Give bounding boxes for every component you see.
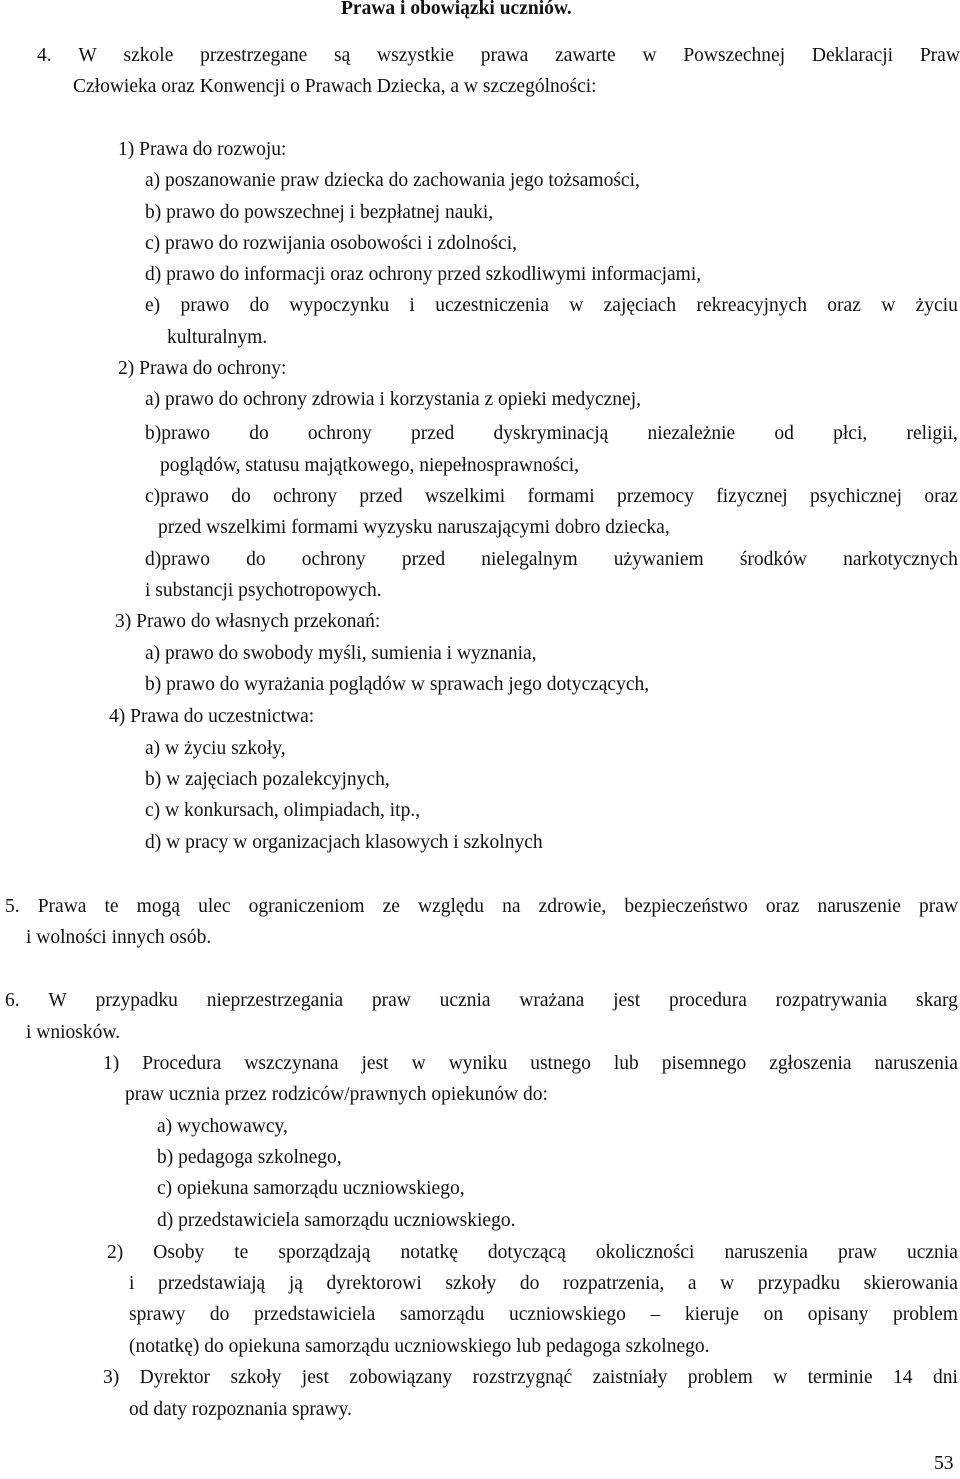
- text-line: i wniosków.: [26, 1022, 121, 1043]
- text-line: b)prawo do ochrony przed dyskryminacją niezależnie od płci, religii,: [145, 423, 958, 444]
- text-line: a) w życiu szkoły,: [145, 738, 286, 759]
- text-line: d)prawo do ochrony przed nielegalnym używaniem środków narkotycznych: [145, 549, 958, 570]
- text-line: kulturalnym.: [167, 327, 268, 348]
- text-line: 1) Procedura wszczynana jest w wyniku ustnego lub pisemnego zgłoszenia naruszenia: [103, 1053, 958, 1074]
- text-line: 2) Prawa do ochrony:: [118, 358, 287, 379]
- text-line: sprawy do przedstawiciela samorządu uczniowskiego – kieruje on opisany problem: [129, 1304, 958, 1325]
- text-line: c)prawo do ochrony przed wszelkimi formami przemocy fizycznej psychicznej oraz: [145, 486, 958, 507]
- text-line: d) przedstawiciela samorządu uczniowskiego.: [157, 1210, 516, 1231]
- text-line: 3) Dyrektor szkoły jest zobowiązany rozstrzygnąć zaistniały problem w terminie 14 dni: [103, 1367, 958, 1388]
- text-line: poglądów, statusu majątkowego, niepełnosprawności,: [160, 455, 579, 476]
- text-line: od daty rozpoznania sprawy.: [129, 1399, 352, 1420]
- text-line: b) prawo do powszechnej i bezpłatnej nauki,: [145, 202, 494, 223]
- text-line: 1) Prawa do rozwoju:: [118, 139, 287, 160]
- text-line: a) wychowawcy,: [157, 1116, 288, 1137]
- text-line: a) prawo do ochrony zdrowia i korzystania z opieki medycznej,: [145, 389, 641, 410]
- text-line: a) poszanowanie praw dziecka do zachowania jego tożsamości,: [145, 170, 640, 191]
- text-line: 4) Prawa do uczestnictwa:: [109, 706, 315, 727]
- text-line: i wolności innych osób.: [26, 927, 212, 948]
- text-line: e) prawo do wypoczynku i uczestniczenia w zajęciach rekreacyjnych oraz w życiu: [145, 295, 958, 316]
- text-line: przed wszelkimi formami wyzysku naruszającymi dobro dziecka,: [158, 517, 670, 538]
- text-line: praw ucznia przez rodziców/prawnych opiekunów do:: [125, 1084, 548, 1105]
- text-line: c) opiekuna samorządu uczniowskiego,: [157, 1178, 465, 1199]
- text-line: 2) Osoby te sporządzają notatkę dotyczącą okoliczności naruszenia praw ucznia: [107, 1242, 958, 1263]
- text-line: c) w konkursach, olimpiadach, itp.,: [145, 800, 421, 821]
- text-line: i substancji psychotropowych.: [145, 580, 382, 601]
- text-line: 6. W przypadku nieprzestrzegania praw ucznia wrażana jest procedura rozpatrywania skarg: [5, 990, 958, 1011]
- page-title: Prawa i obowiązki uczniów.: [341, 0, 572, 19]
- page-number: 53: [934, 1453, 954, 1474]
- text-line: i przedstawiają ją dyrektorowi szkoły do rozpatrzenia, a w przypadku skierowania: [129, 1273, 958, 1294]
- text-line: 3) Prawo do własnych przekonań:: [115, 611, 381, 632]
- text-line: d) w pracy w organizacjach klasowych i szkolnych: [145, 832, 543, 853]
- text-line: b) pedagoga szkolnego,: [157, 1147, 342, 1168]
- text-line: 4. W szkole przestrzegane są wszystkie prawa zawarte w Powszechnej Deklaracji Praw: [37, 45, 960, 66]
- text-line: 5. Prawa te mogą ulec ograniczeniom ze względu na zdrowie, bezpieczeństwo oraz naruszenie praw: [5, 896, 958, 917]
- text-line: Człowieka oraz Konwencji o Prawach Dziecka, a w szczególności:: [73, 76, 597, 97]
- text-line: c) prawo do rozwijania osobowości i zdolności,: [145, 233, 518, 254]
- text-line: d) prawo do informacji oraz ochrony przed szkodliwymi informacjami,: [145, 264, 702, 285]
- text-line: b) prawo do wyrażania poglądów w sprawach jego dotyczących,: [145, 674, 650, 695]
- text-line: a) prawo do swobody myśli, sumienia i wyznania,: [145, 643, 537, 664]
- text-line: b) w zajęciach pozalekcyjnych,: [145, 769, 390, 790]
- text-line: (notatkę) do opiekuna samorządu uczniowskiego lub pedagoga szkolnego.: [129, 1336, 710, 1357]
